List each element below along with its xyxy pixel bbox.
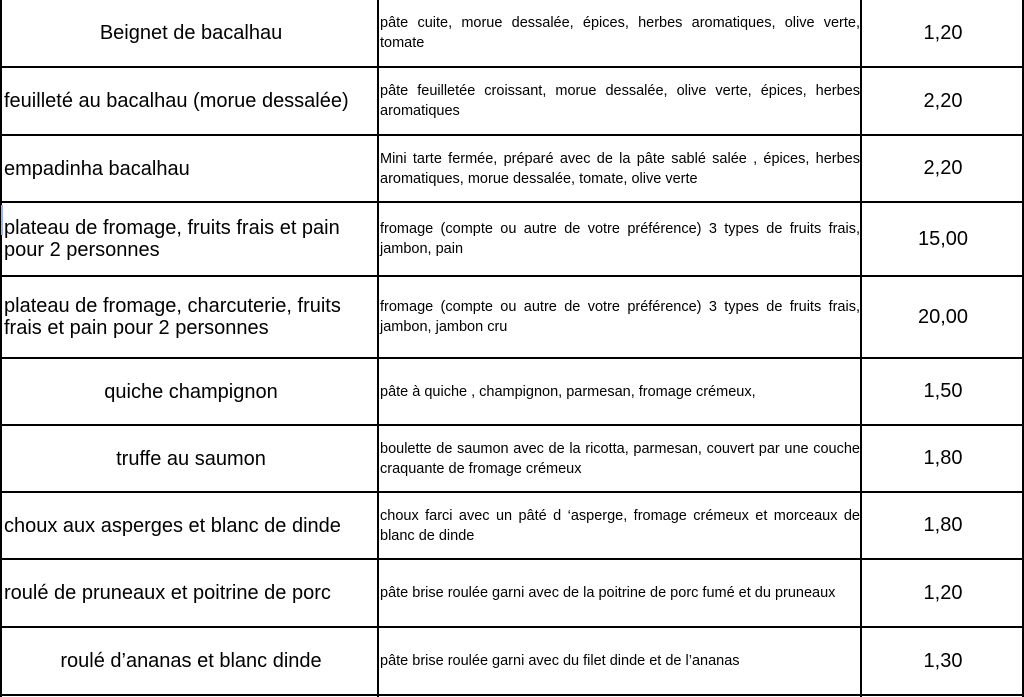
table-row-price: 15,00 (917, 227, 969, 250)
table-row-name: roulé d’ananas et blanc dinde (60, 650, 322, 672)
table-row-description: choux farci avec un pâté d ‘asperge, fromage crémeux et morceaux de blanc de dinde (380, 507, 860, 544)
table-row-description: fromage (compte ou autre de votre préférence) 3 types de fruits frais, jambon, pain (380, 221, 860, 257)
table-row-name: empadinha bacalhau (4, 157, 190, 180)
table-border-left (0, 0, 2, 697)
table-row-description: pâte brise roulée garni avec du filet dinde et de l’ananas (380, 653, 740, 669)
table-row-description: pâte à quiche , champignon, parmesan, fromage crémeux, (380, 383, 756, 400)
table-row-price: 1,20 (923, 21, 963, 44)
table-row-description: Mini tarte fermée, préparé avec de la pâte sablé salée , épices, herbes aromatiques, morue dessalée, tomate, olive verte (380, 150, 860, 187)
table-row-name: feuilleté au bacalhau (morue dessalée) (4, 90, 349, 112)
table-row-name: Beignet de bacalhau (99, 22, 283, 44)
table-row-description: pâte cuite, morue dessalée, épices, herbes aromatiques, olive verte, tomate (380, 15, 860, 51)
table-row-name: choux aux asperges et blanc de dinde (4, 514, 341, 537)
row-divider (0, 694, 1024, 696)
table-row-price: 1,80 (923, 447, 963, 469)
table-row-price: 1,50 (923, 380, 963, 402)
table-row-price: 1,20 (923, 581, 963, 604)
table-row-price: 1,80 (923, 514, 963, 536)
table-row-price: 20,00 (917, 305, 969, 328)
table-row-price: 2,20 (923, 89, 963, 112)
table-row-description: pâte brise roulée garni avec de la poitrine de porc fumé et du pruneaux (380, 585, 836, 601)
table-row-price: 1,30 (923, 649, 963, 672)
table-row-description: pâte feuilletée croissant, morue dessalée, olive verte, épices, herbes aromatiques (380, 83, 860, 119)
table-row-description: fromage (compte ou autre de votre préférence) 3 types de fruits frais, jambon, jambon cru (380, 299, 860, 335)
table-row-price: 2,20 (923, 157, 963, 179)
table-row-name: plateau de fromage, charcuterie, fruits frais et pain pour 2 personnes (4, 295, 341, 339)
table-row-name: plateau de fromage, fruits frais et pain pour 2 personnes (4, 217, 340, 261)
table-row-name: truffe au saumon (116, 447, 266, 470)
table-row-description: boulette de saumon avec de la ricotta, parmesan, couvert par une couche craquante de fromage crémeux (380, 440, 860, 477)
table-row-name: quiche champignon (104, 380, 278, 403)
table-row-name: roulé de pruneaux et poitrine de porc (4, 582, 331, 604)
